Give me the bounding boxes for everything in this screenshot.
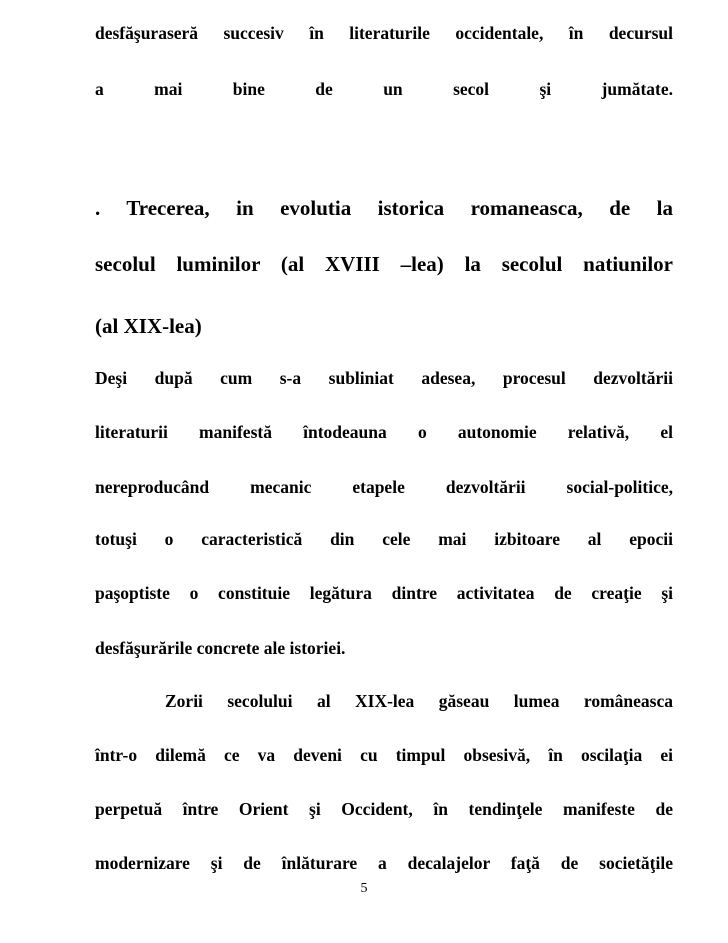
paragraph-3-line-2: într-o dilemă ce va deveni cu timpul obsesivă, în oscilaţia ei	[95, 745, 673, 765]
heading-line-2: secolul luminilor (al XVIII –lea) la secolul natiunilor	[95, 252, 673, 276]
paragraph-3-line-1: Zorii secolului al XIX-lea găseau lumea româneasca	[165, 691, 673, 711]
page-number: 5	[360, 881, 368, 896]
paragraph-2-line-3: nereproducând mecanic etapele dezvoltării social-politice,	[95, 477, 673, 497]
paragraph-3-line-3: perpetuă între Orient şi Occident, în tendinţele manifeste de	[95, 799, 673, 819]
paragraph-3-line-4: modernizare şi de înlăturare a decalajelor faţă de societăţile	[95, 853, 673, 873]
paragraph-2-line-6: desfăşurările concrete ale istoriei.	[95, 638, 346, 658]
paragraph-1-line-1: desfăşuraseră succesiv în literaturile occidentale, în decursul	[95, 23, 673, 43]
heading-line-1: . Trecerea, in evolutia istorica romaneasca, de la	[95, 196, 673, 220]
paragraph-2-line-4: totuşi o caracteristică din cele mai izbitoare al epocii	[95, 529, 673, 549]
paragraph-2-line-5: paşoptiste o constituie legătura dintre activitatea de creaţie şi	[95, 583, 673, 603]
paragraph-1-line-2: a mai bine de un secol şi jumătate.	[95, 79, 673, 99]
paragraph-2-line-2: literaturii manifestă întodeauna o autonomie relativă, el	[95, 422, 673, 442]
heading-line-3: (al XIX-lea)	[95, 314, 202, 338]
paragraph-2-line-1: Deşi după cum s-a subliniat adesea, procesul dezvoltării	[95, 368, 673, 388]
